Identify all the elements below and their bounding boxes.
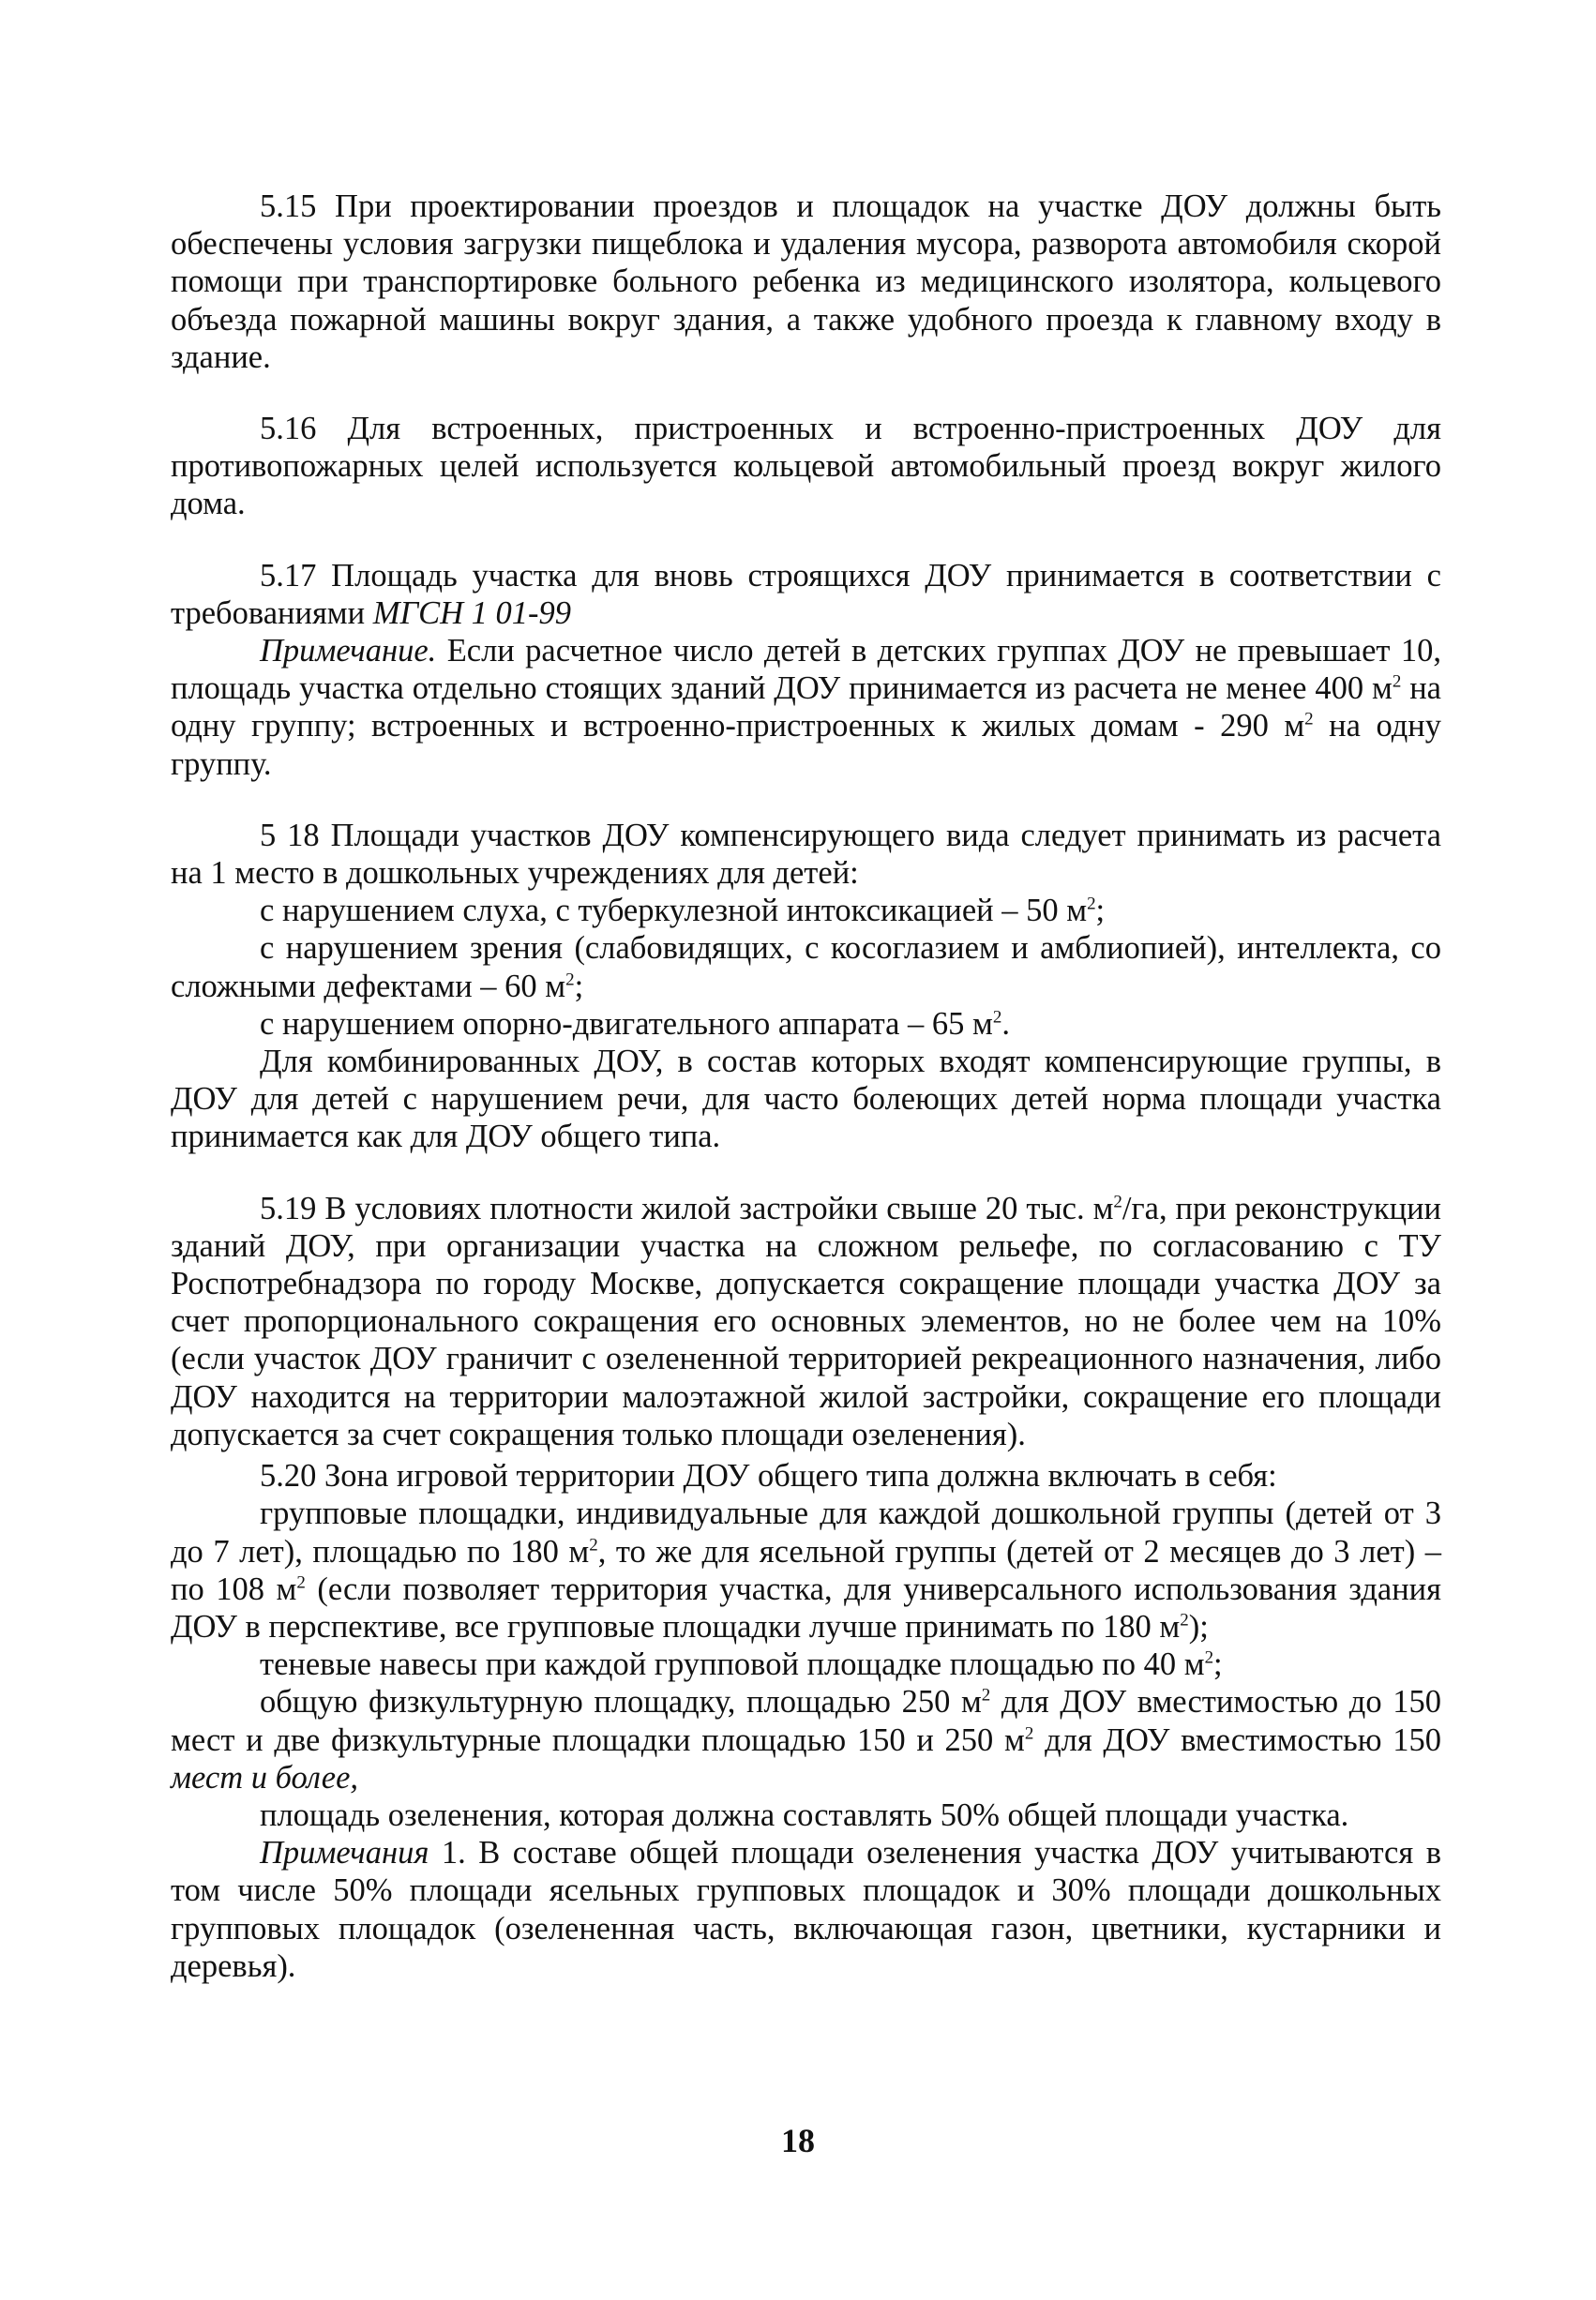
list-item: групповые площадки, индивидуальные для каждой дошкольной группы (детей от 3 до 7 лет), площадью по 180 $м^2$, то же для ясельной группы (детей от 2 месяцев до 3 лет) – по 108 $м^2$ (если позволяет территория участка, для универсального использования здания ДОУ в перспективе, все групповые площадки лучше принимать по 180 $м^2$); [171, 1496, 1442, 1645]
note-5-20: Примечания 1. В составе общей площади озеленения участка ДОУ учитываются в том числе 50% площади ясельных групповых площадок и 30% площади дошкольных групповых площадок (озелененная часть, включающая газон, цветники, кустарники и деревья). [171, 1835, 1441, 1984]
note-label: Примечания [260, 1835, 429, 1872]
note-label: Примечание. [260, 633, 437, 669]
note-5-17: Примечание. Если расчетное число детей в детских группах ДОУ не превышает 10, площадь участка отдельно стоящих зданий ДОУ принимается из расчета не менее 400 $м^2$ на одну группу; встроенных и встроенно-пристроенных к жилых домам - 290 $м^2$ на одну группу. [171, 633, 1441, 782]
paragraph-5-17: 5.17 Площадь участка для вновь строящихся ДОУ принимается в соответствии с требованиями МГСН 1 01-99 [171, 557, 1441, 631]
list-item: с нарушением опорно-двигательного аппарата – 65 $м^2$. [260, 1005, 1010, 1042]
paragraph-5-18: 5 18 Площади участков ДОУ компенсирующего вида следует принимать из расчета на 1 место в дошкольных учреждениях для детей: [171, 817, 1441, 892]
paragraph-5-16: 5.16 Для встроенных, пристроенных и встроенно-пристроенных ДОУ для противопожарных целей используется кольцевой автомобильный проезд вокруг жилого дома. [171, 411, 1441, 522]
norm-reference: МГСН 1 01-99 [372, 594, 572, 631]
list-item: с нарушением зрения (слабовидящих, с косоглазием и амблиопией), интеллекта, со сложными дефектами – 60 $м^2$; [171, 930, 1441, 1004]
list-item: с нарушением слуха, с туберкулезной интоксикацией – 50 $м^2$; [260, 893, 1106, 929]
paragraph-5-18-tail: Для комбинированных ДОУ, в состав которых входят компенсирующие группы, в ДОУ для детей с нарушением речи, для часто болеющих детей норма площади участка принимается как для ДОУ общего типа. [171, 1044, 1441, 1155]
list-item: теневые навесы при каждой групповой площадке площадью по 40 $м^2$; [260, 1646, 1223, 1683]
page-number: 18 [781, 2122, 815, 2159]
list-item: площадь озеленения, которая должна составлять 50% общей площади участка. [260, 1796, 1349, 1833]
document-body [171, 188, 1441, 1985]
list-item: общую физкультурную площадку, площадью 250 $м^2$ для ДОУ вместимостью до 150 мест и две физкультурные площадки площадью 150 и 250 $м^2$ для ДОУ вместимостью 150 мест и более, [171, 1684, 1441, 1796]
paragraph-5-20: 5.20 Зона игровой территории ДОУ общего типа должна включать в себя: [260, 1458, 1277, 1495]
paragraph-5-15: 5.15 При проектировании проездов и площадок на участке ДОУ должны быть обеспечены условия загрузки пищеблока и удаления мусора, разворота автомобиля скорой помощи при транспортировке больного ребенка из медицинского изолятора, кольцевого объезда пожарной машины вокруг здания, а также удобного проезда к главному входу в здание. [171, 188, 1441, 375]
paragraph-5-19: 5.19 В условиях плотности жилой застройки свыше 20 тыс. $м^2/га$, при реконструкции зданий ДОУ, при организации участка на сложном рельефе, по согласованию с ТУ Роспотребнадзора по городу Москве, допускается сокращение площади участка ДОУ за счет пропорционального сокращения его основных элементов, но не более чем на 10% (если участок ДОУ граничит с озелененной территорией рекреационного назначения, либо ДОУ находится на территории малоэтажной жилой застройки, сокращение его площади допускается за счет сокращения только площади озеленения). [171, 1190, 1442, 1452]
